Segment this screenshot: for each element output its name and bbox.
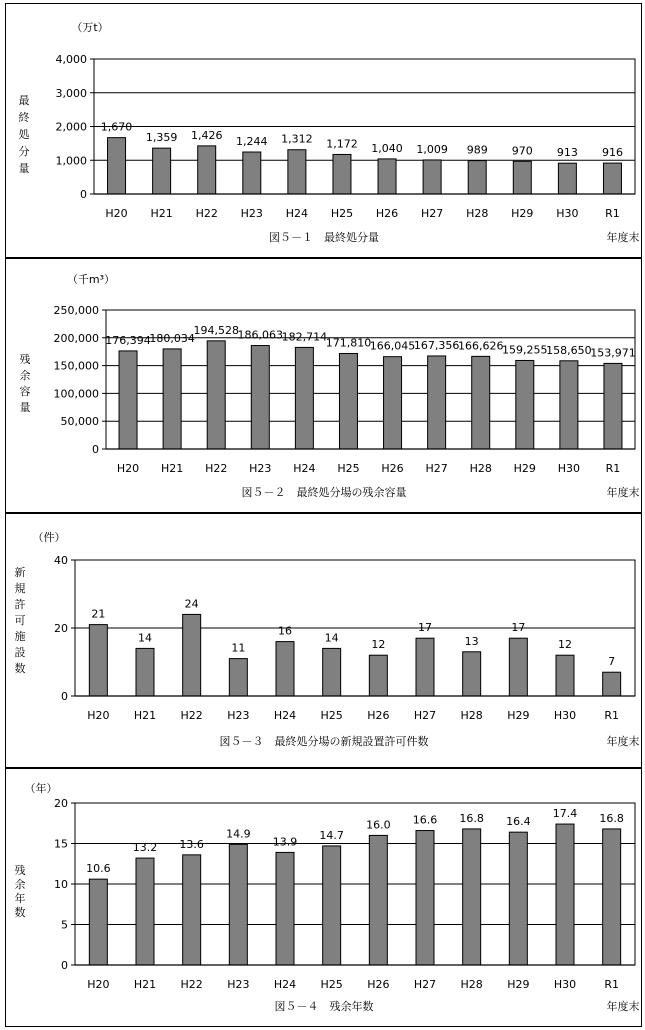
bar [463,829,481,965]
chart-title: 図５－４ 残余年数 [274,1000,374,1013]
x-tick-label: H30 [553,709,577,722]
bar-value-label: 13 [464,634,479,648]
x-tick-label: H29 [511,207,534,220]
bar [423,160,441,194]
bar-value-label: 10.6 [86,862,111,876]
bar-value-label: 153,971 [590,346,636,360]
bar [198,146,216,194]
bar-value-label: 171,810 [325,336,372,350]
chart-remaining-capacity [6,259,641,512]
x-tick-label: H26 [367,978,390,991]
bar-value-label: 14.7 [319,828,344,842]
bar-value-label: 176,394 [105,333,151,347]
y-tick-label: 5 [61,918,68,932]
x-tick-label: H28 [466,207,489,220]
x-tick-label: R1 [605,207,620,220]
bar [369,835,387,965]
bar-value-label: 14 [138,631,152,645]
bar-value-label: 17 [418,621,432,635]
bar-value-label: 916 [601,146,623,160]
x-tick-label: H24 [285,207,309,220]
bar-value-label: 16 [278,624,292,638]
bar-value-label: 12 [558,638,572,652]
bar [183,855,201,965]
x-tick-label: H20 [105,207,128,220]
bar [463,652,481,696]
chart-panel-final-disposal [5,3,642,258]
bar [384,357,402,449]
y-tick-label: 0 [80,188,87,201]
bar-value-label: 16.6 [412,813,438,827]
bar-value-label: 1,040 [371,141,403,155]
bar-value-label: 166,045 [369,339,416,353]
x-tick-label: H20 [116,462,140,475]
bar [369,655,387,696]
y-tick-label: 3,000 [55,86,87,100]
bar [119,351,137,449]
bar [556,655,574,696]
y-axis-label: 新規許可施設数 [14,566,26,675]
x-tick-label: H23 [249,462,272,475]
bar-value-label: 159,255 [502,343,548,357]
x-tick-label: H27 [413,709,437,722]
bar-value-label: 17.4 [552,807,578,821]
x-tick-label: H23 [240,207,263,220]
bar-value-label: 989 [466,143,488,157]
y-tick-label: 0 [61,959,68,972]
bar [603,829,621,965]
y-axis-label: 最終処分量 [18,94,30,175]
chart-remaining-years [6,769,641,1026]
bar-value-label: 1,244 [236,135,268,149]
x-tick-label: H26 [367,709,390,722]
bar-value-label: 17 [511,621,526,635]
bar [108,138,126,194]
bar [276,852,294,965]
bar-value-label: 14 [324,631,339,645]
x-tick-label: H22 [180,978,203,991]
x-tick-label: H30 [557,462,581,475]
x-tick-label: R1 [604,978,619,991]
x-tick-label: H22 [180,709,203,722]
bar [516,360,534,449]
bar-value-label: 12 [371,638,386,652]
x-tick-label: H28 [469,462,492,475]
x-tick-label: H28 [460,978,483,991]
y-tick-label: 150,000 [53,359,99,373]
y-tick-label: 1,000 [55,154,87,168]
bar-value-label: 7 [608,655,616,669]
x-tick-label: H26 [375,207,399,220]
bar-value-label: 1,009 [416,142,448,156]
bar-value-label: 182,714 [281,330,328,344]
bar [89,625,107,696]
bar [333,154,351,194]
x-tick-label: H30 [556,207,579,220]
unit-label: （年） [24,782,58,795]
bar [509,832,527,965]
bar [136,648,154,696]
bar-value-label: 970 [511,144,533,158]
bar [288,150,306,194]
bar [229,659,247,696]
unit-label: （千m³） [66,273,116,286]
chart-title: 図５－３ 最終処分場の新規設置許可件数 [219,735,429,748]
plot-area-frame [106,310,635,449]
bar-value-label: 16.4 [506,815,531,829]
x-tick-label: H25 [337,462,360,475]
bar [428,356,446,449]
chart-title: 図５－２ 最終処分場の残余容量 [241,486,407,499]
x-tick-label: H24 [273,709,297,722]
bar [416,638,434,696]
x-tick-label: R1 [605,462,621,475]
x-tick-label: H25 [320,978,343,991]
x-tick-label: H30 [553,978,577,991]
bar [251,346,269,449]
x-tick-label: R1 [604,709,619,722]
x-tick-label: H29 [507,978,530,991]
bar-value-label: 13.2 [132,841,158,855]
bar [509,638,527,696]
bar [558,163,576,194]
chart-panel-remaining-years [5,768,642,1027]
bar-value-label: 14.9 [226,827,251,841]
bar [416,831,434,965]
x-axis-label: 年度末 [606,486,640,499]
bar [513,161,531,194]
x-axis-label: 年度末 [606,231,640,244]
bar [603,672,621,696]
bar [323,846,341,965]
x-tick-label: H27 [420,207,444,220]
bar [603,163,621,194]
bar-value-label: 166,626 [457,339,504,353]
bar [136,858,154,965]
bar-value-label: 16.8 [599,811,624,825]
bar [153,148,171,194]
y-tick-label: 250,000 [53,304,99,317]
x-tick-label: H21 [133,978,157,991]
y-tick-label: 2,000 [55,120,87,134]
bar-value-label: 1,172 [326,137,358,151]
bar [556,824,574,965]
bar [89,879,107,965]
bar-value-label: 16.8 [459,811,484,825]
bar [183,614,201,696]
y-tick-label: 100,000 [53,387,99,401]
bar [207,341,225,449]
chart-final-disposal [6,4,641,257]
y-tick-label: 4,000 [55,53,87,66]
bar [560,361,578,449]
bar-value-label: 167,356 [413,338,460,352]
bar-value-label: 1,426 [190,128,223,142]
bar-value-label: 186,063 [237,328,284,342]
x-tick-label: H25 [320,709,343,722]
x-tick-label: H20 [87,709,110,722]
x-axis-label: 年度末 [606,735,640,748]
y-tick-label: 10 [54,878,68,891]
bar [604,363,622,449]
bar-value-label: 158,650 [546,343,592,357]
bar-value-label: 13.9 [272,835,298,849]
x-tick-label: H20 [87,978,110,991]
bar [295,347,313,449]
bar-value-label: 21 [91,607,106,621]
bar-value-label: 1,312 [281,132,313,146]
x-tick-label: H29 [507,709,530,722]
y-tick-label: 40 [54,554,68,567]
y-tick-label: 0 [61,690,68,703]
y-tick-label: 20 [54,622,68,635]
bar-value-label: 11 [231,641,246,655]
x-tick-label: H22 [195,207,218,220]
x-tick-label: H26 [381,462,404,475]
y-tick-label: 20 [54,797,68,810]
y-tick-label: 15 [54,837,68,851]
x-tick-label: H29 [513,462,536,475]
bar-value-label: 1,359 [145,131,178,145]
y-axis-label: 残余容量 [19,353,31,414]
y-tick-label: 200,000 [53,331,99,345]
x-tick-label: H27 [413,978,437,991]
x-tick-label: H25 [330,207,354,220]
unit-label: （件） [32,531,66,544]
bar [468,161,486,194]
x-tick-label: H27 [425,462,448,475]
bar-value-label: 16.0 [366,818,391,832]
x-tick-label: H21 [160,462,184,475]
y-tick-label: 0 [92,443,99,456]
x-tick-label: H24 [293,462,316,475]
chart-title: 図５－１ 最終処分量 [269,231,379,244]
bar [339,353,357,449]
chart-panel-new-permits [5,513,642,768]
bar [472,356,490,449]
x-tick-label: H23 [227,978,250,991]
bar-value-label: 1,670 [100,120,133,134]
bar [163,349,181,449]
y-tick-label: 50,000 [60,415,99,429]
y-axis-label: 残余年数 [14,864,26,919]
bar-value-label: 913 [556,146,578,160]
bar-value-label: 13.6 [179,837,204,851]
x-tick-label: H21 [150,207,173,220]
x-axis-label: 年度末 [606,1000,640,1013]
x-tick-label: H24 [273,978,297,991]
bar [229,844,247,965]
x-tick-label: H28 [460,709,483,722]
bar-value-label: 24 [184,597,199,611]
x-tick-label: H21 [133,709,157,722]
bar [243,152,261,194]
unit-label: （万t） [71,21,109,34]
bar-value-label: 180,034 [149,331,195,345]
bar [323,648,341,696]
bar [276,642,294,696]
bar [378,159,396,194]
x-tick-label: H23 [227,709,250,722]
bar-value-label: 194,528 [193,323,239,337]
chart-panel-remaining-capacity [5,258,642,513]
chart-new-permits [6,514,641,767]
x-tick-label: H22 [205,462,228,475]
